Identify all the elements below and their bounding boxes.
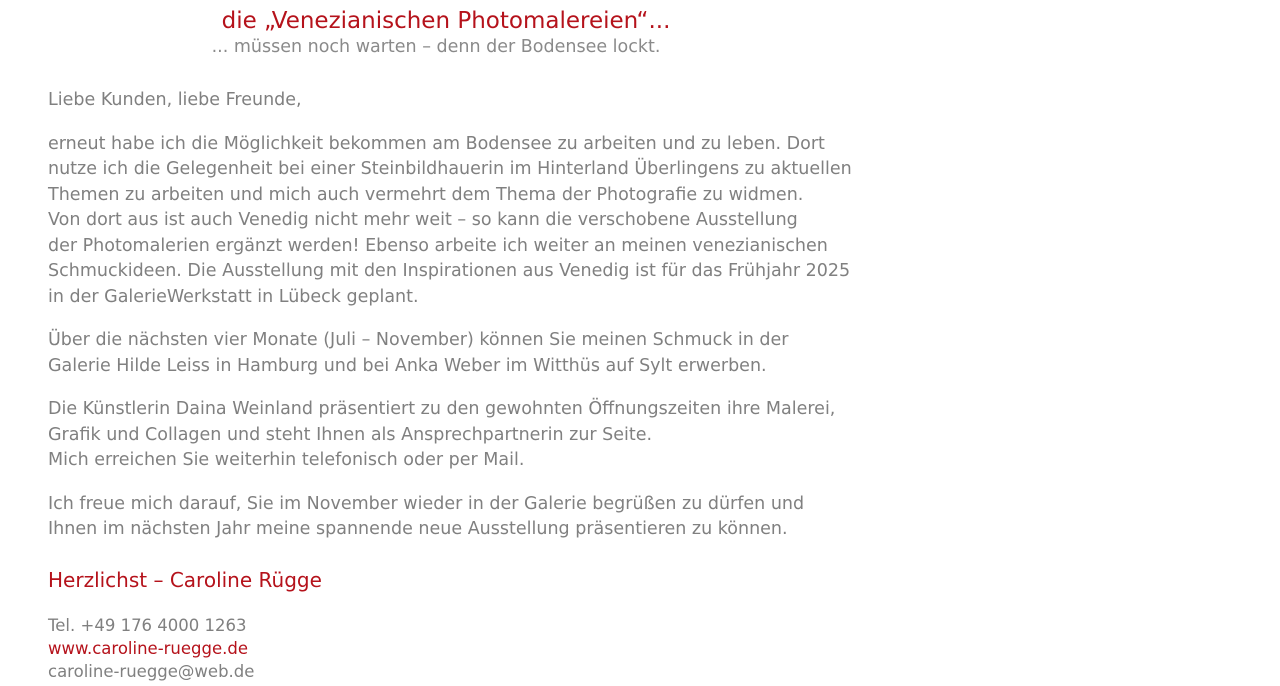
website-link[interactable]: www.caroline-ruegge.de: [48, 639, 249, 658]
text-line: nutze ich die Gelegenheit bei einer Steinbildhauerin im Hinterland Überlingens zu aktuellen: [48, 159, 852, 179]
text-line: Themen zu arbeiten und mich auch vermehrt dem Thema der Photografie zu widmen.: [48, 184, 804, 205]
text-line: Ihnen im nächsten Jahr meine spannende neue Ausstellung präsentieren zu können.: [48, 519, 788, 539]
letter-paragraph-1: [48, 132, 852, 311]
text-line: Von dort aus ist auch Venedig nicht mehr weit – so kann die verschobene Ausstellung: [48, 210, 798, 230]
email-link[interactable]: caroline-ruegge@web.de: [48, 662, 255, 681]
text-line: in der GalerieWerkstatt in Lübeck geplant.: [48, 286, 419, 307]
letter-paragraph-3: [48, 397, 848, 474]
letter-body: [48, 88, 852, 561]
contact-block: [48, 614, 254, 683]
text-line: Mich erreichen Sie weiterhin telefonisch oder per Mail.: [48, 450, 525, 470]
text-line: Die Künstlerin Daina Weinland präsentiert zu den gewohnten Öffnungszeiten ihre Malerei,: [48, 399, 836, 419]
letter-paragraph-2: [48, 328, 848, 379]
text-line: Galerie Hilde Leiss in Hamburg und bei Anka Weber im Witthüs auf Sylt erwerben.: [48, 355, 767, 376]
letter-paragraph-4: [48, 492, 848, 543]
text-line: der Photomalerien ergänzt werden! Ebenso arbeite ich weiter an meinen venezianischen: [48, 235, 828, 256]
letter-signature: Herzlichst – Caroline Rügge: [48, 568, 322, 592]
text-line: Über die nächsten vier Monate (Juli – November) können Sie meinen Schmuck in der: [48, 330, 789, 350]
text-line: Grafik und Collagen und steht Ihnen als Ansprechpartnerin zur Seite.: [48, 424, 653, 445]
text-line: erneut habe ich die Möglichkeit bekommen am Bodensee zu arbeiten und zu leben. Dort: [48, 133, 825, 154]
text-line: Schmuckideen. Die Ausstellung mit den Inspirationen aus Venedig ist für das Frühjahr 2025: [48, 261, 851, 281]
page-subtitle: ... müssen noch warten – denn der Bodensee lockt.: [211, 37, 661, 57]
phone-number: Tel. +49 176 4000 1263: [48, 616, 247, 635]
text-line: Ich freue mich darauf, Sie im November wieder in der Galerie begrüßen zu dürfen und: [48, 493, 805, 514]
page-title: die „Venezianischen Photomalereien“...: [221, 8, 671, 34]
letter-greeting: Liebe Kunden, liebe Freunde,: [48, 90, 302, 110]
